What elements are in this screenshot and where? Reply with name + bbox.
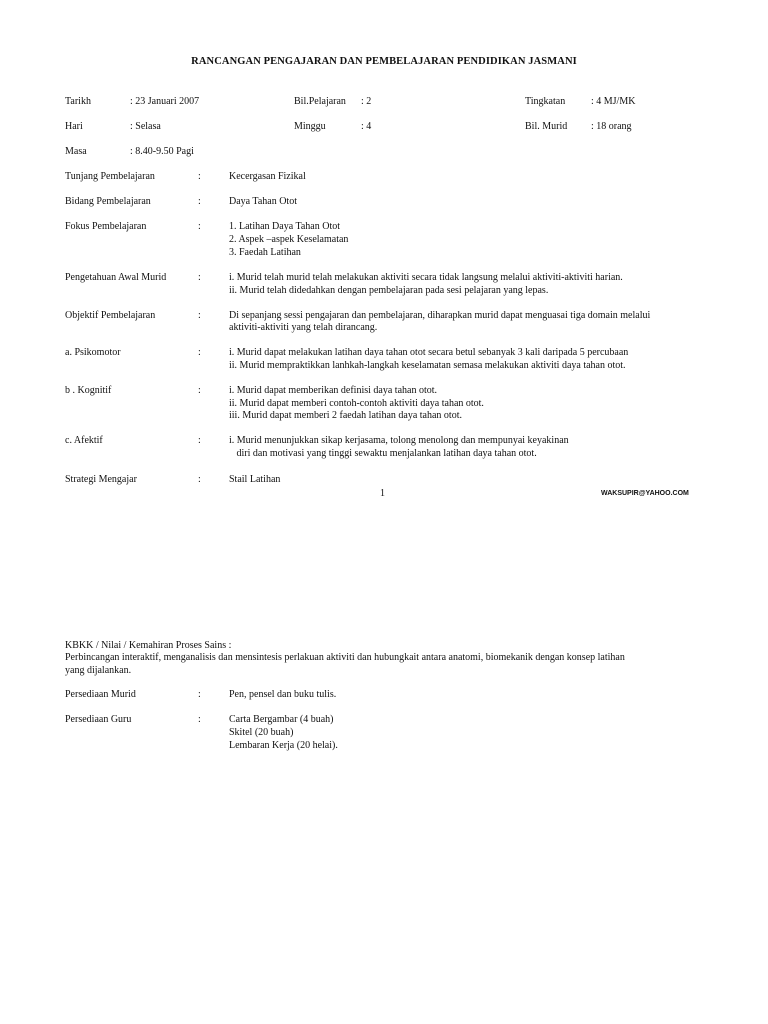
persediaan-murid-value: Pen, pensel dan buku tulis.	[229, 689, 337, 700]
bidang-label: Bidang Pembelajaran	[65, 196, 151, 207]
fokus-line: 3. Faedah Latihan	[229, 247, 301, 258]
bil-pelajaran-label: Bil.Pelajaran	[294, 96, 346, 107]
bil-murid-value: : 18 orang	[591, 121, 632, 132]
kbkk-line: Perbincangan interaktif, menganalisis dan mensintesis perlakuan aktiviti dan hubungkait antara anatomi, biomekanik dengan konsep latihan	[65, 652, 625, 663]
psikomotor-line: i. Murid dapat melakukan latihan daya tahan otot secara betul sebanyak 3 kali daripada 5 percubaan	[229, 347, 629, 358]
strategi-value: Stail Latihan	[229, 474, 281, 485]
document-title: RANCANGAN PENGAJARAN DAN PEMBELAJARAN PENDIDIKAN JASMANI	[191, 56, 577, 67]
fokus-line: 2. Aspek –aspek Keselamatan	[229, 234, 349, 245]
masa-value: : 8.40-9.50 Pagi	[130, 146, 194, 157]
psikomotor-line: ii. Murid mempraktikkan lanhkah-langkah keselamatan semasa melakukan aktiviti daya tahan otot.	[229, 360, 626, 371]
objektif-line: aktiviti-aktiviti yang telah dirancang.	[229, 322, 378, 333]
minggu-label: Minggu	[294, 121, 326, 132]
kognitif-label: b . Kognitif	[65, 385, 112, 396]
psikomotor-colon: :	[198, 347, 201, 358]
pengetahuan-line: ii. Murid telah didedahkan dengan pembelajaran pada sesi pelajaran yang lepas.	[229, 285, 549, 296]
kbkk-heading: KBKK / Nilai / Kemahiran Proses Sains :	[65, 640, 232, 651]
objektif-label: Objektif Pembelajaran	[65, 310, 156, 321]
tunjang-value: Kecergasan Fizikal	[229, 171, 306, 182]
pengetahuan-colon: :	[198, 272, 201, 283]
hari-label: Hari	[65, 121, 83, 132]
strategi-label: Strategi Mengajar	[65, 474, 137, 485]
tingkatan-label: Tingkatan	[525, 96, 566, 107]
persediaan-guru-line: Carta Bergambar (4 buah)	[229, 714, 334, 725]
afektif-line: diri dan motivasi yang tinggi sewaktu menjalankan latihan daya tahan otot.	[229, 448, 537, 459]
persediaan-murid-colon: :	[198, 689, 201, 700]
kbkk-line: yang dijalankan.	[65, 665, 132, 676]
objektif-colon: :	[198, 310, 201, 321]
hari-value: : Selasa	[130, 121, 161, 132]
fokus-line: 1. Latihan Daya Tahan Otot	[229, 221, 341, 232]
afektif-label: c. Afektif	[65, 435, 103, 446]
tingkatan-value: : 4 MJ/MK	[591, 96, 636, 107]
bil-pelajaran-value: : 2	[361, 96, 372, 107]
fokus-colon: :	[198, 221, 201, 232]
persediaan-guru-line: Skitel (20 buah)	[229, 727, 294, 738]
pengetahuan-label: Pengetahuan Awal Murid	[65, 272, 167, 283]
persediaan-murid-label: Persediaan Murid	[65, 689, 136, 700]
minggu-value: : 4	[361, 121, 372, 132]
bil-murid-label: Bil. Murid	[525, 121, 568, 132]
masa-label: Masa	[65, 146, 87, 157]
tarikh-label: Tarikh	[65, 96, 91, 107]
pengetahuan-line: i. Murid telah murid telah melakukan aktiviti secara tidak langsung melalui aktiviti-aktiviti harian.	[229, 272, 623, 283]
bidang-value: Daya Tahan Otot	[229, 196, 297, 207]
tarikh-value: : 23 Januari 2007	[130, 96, 200, 107]
afektif-line: i. Murid menunjukkan sikap kerjasama, tolong menolong dan mempunyai keyakinan	[229, 435, 569, 446]
afektif-colon: :	[198, 435, 201, 446]
tunjang-colon: :	[198, 171, 201, 182]
bidang-colon: :	[198, 196, 201, 207]
psikomotor-label: a. Psikomotor	[65, 347, 121, 358]
persediaan-guru-label: Persediaan Guru	[65, 714, 132, 725]
tunjang-label: Tunjang Pembelajaran	[65, 171, 155, 182]
fokus-label: Fokus Pembelajaran	[65, 221, 147, 232]
footer-email: WAKSUPIR@YAHOO.COM	[601, 490, 689, 497]
kognitif-line: i. Murid dapat memberikan definisi daya tahan otot.	[229, 385, 437, 396]
persediaan-guru-line: Lembaran Kerja (20 helai).	[229, 740, 338, 751]
persediaan-guru-colon: :	[198, 714, 201, 725]
page-number: 1	[380, 488, 385, 499]
kognitif-line: iii. Murid dapat memberi 2 faedah latihan daya tahan otot.	[229, 410, 462, 421]
kognitif-colon: :	[198, 385, 201, 396]
objektif-line: Di sepanjang sessi pengajaran dan pembelajaran, diharapkan murid dapat menguasai tiga domain melalui	[229, 310, 651, 321]
kognitif-line: ii. Murid dapat memberi contoh-contoh aktiviti daya tahan otot.	[229, 398, 484, 409]
strategi-colon: :	[198, 474, 201, 485]
